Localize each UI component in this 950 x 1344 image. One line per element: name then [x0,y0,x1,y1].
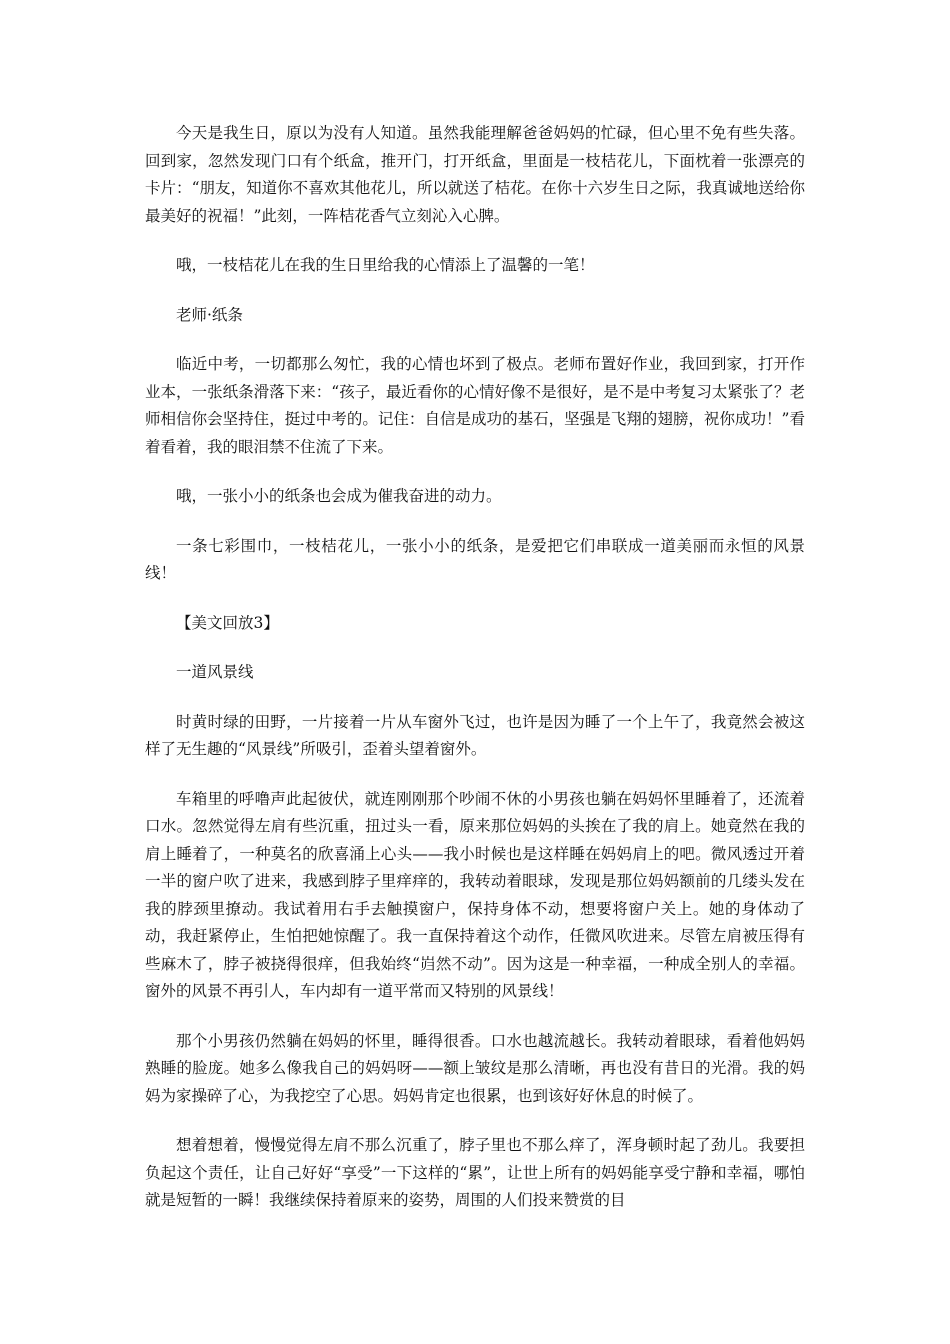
paragraph-teacher-note-story: 临近中考，一切都那么匆忙，我的心情也坏到了极点。老师布置好作业，我回到家，打开作业本，一张纸条滑落下来：“孩子，最近看你的心情好像不是很好，是不是中考复习太紧张了？老师相信你会坚持住，挺过中考的。记住：自信是成功的基石，坚强是飞翔的翅膀，祝你成功！”看着看着，我的眼泪禁不住流了下来。 [145,355,805,456]
essay-title: 一道风景线 [176,663,254,681]
paragraph-boy-sleeping: 那个小男孩仍然躺在妈妈的怀里，睡得很香。口水也越流越长。我转动着眼球，看着他妈妈熟睡的脸庞。她多么像我自己的妈妈呀——额上皱纹是那么清晰，再也没有昔日的光滑。我的妈妈为家操碎了心，为我挖空了心思。妈妈肯定也很累，也到该好好休息的时候了。 [145,1031,805,1105]
paragraph-osmanthus-reflection: 哦，一枝桔花儿在我的生日里给我的心情添上了温馨的一笔！ [176,256,595,274]
paragraph-fields-window: 时黄时绿的田野，一片接着一片从车窗外飞过，也许是因为睡了一个上午了，我竟然会被这样了无生趣的“风景线”所吸引，歪着头望着窗外。 [145,712,805,758]
paragraph-mother-shoulder: 车箱里的呼噜声此起彼伏，就连刚刚那个吵闹不休的小男孩也躺在妈妈怀里睡着了，还流着口水。忽然觉得左肩有些沉重，扭过头一看，原来那位妈妈的头挨在了我的肩上。她竟然在我的肩上睡着了，一种莫名的欣喜涌上心头——我小时候也是这样睡在妈妈肩上的吧。微风透过开着一半的窗户吹了进来，我感到脖子里痒痒的，我转动着眼球，发现是那位妈妈额前的几缕头发在我的脖颈里撩动。我试着用右手去触摸窗户，保持身体不动，想要将窗户关上。她的身体动了动，我赶紧停止，生怕把她惊醒了。我一直保持着这个动作，任微风吹进来。尽管左肩被压得有些麻木了，脖子被挠得很痒，但我始终“岿然不动”。因为这是一种幸福，一种成全别人的幸福。窗外的风景不再引人，车内却有一道平常而又特别的风景线！ [145,789,805,1000]
document-page [145,120,805,1237]
section-heading-teacher-note: 老师·纸条 [176,305,243,324]
paragraph-note-reflection: 哦，一张小小的纸条也会成为催我奋进的动力。 [176,487,502,505]
paragraph-birthday-story: 今天是我生日，原以为没有人知道。虽然我能理解爸爸妈妈的忙碌，但心里不免有些失落。回到家，忽然发现门口有个纸盒，推开门，打开纸盒，里面是一枝桔花儿，下面枕着一张漂亮的卡片：“朋友，知道你不喜欢其他花儿，所以就送了桔花。在你十六岁生日之际，我真诚地送给你最美好的祝福！”此刻，一阵桔花香气立刻沁入心脾。 [145,124,805,225]
section-heading-replay-3: 【美文回放3】 [176,613,279,632]
paragraph-scenery-summary: 一条七彩围巾，一枝桔花儿，一张小小的纸条，是爱把它们串联成一道美丽而永恒的风景线！ [145,536,805,582]
paragraph-responsibility: 想着想着，慢慢觉得左肩不那么沉重了，脖子里也不那么痒了，浑身顿时起了劲儿。我要担负起这个责任，让自己好好“享受”一下这样的“累”，让世上所有的妈妈能享受宁静和幸福，哪怕就是短暂的一瞬！我继续保持着原来的姿势，周围的人们投来赞赏的目 [145,1136,805,1209]
